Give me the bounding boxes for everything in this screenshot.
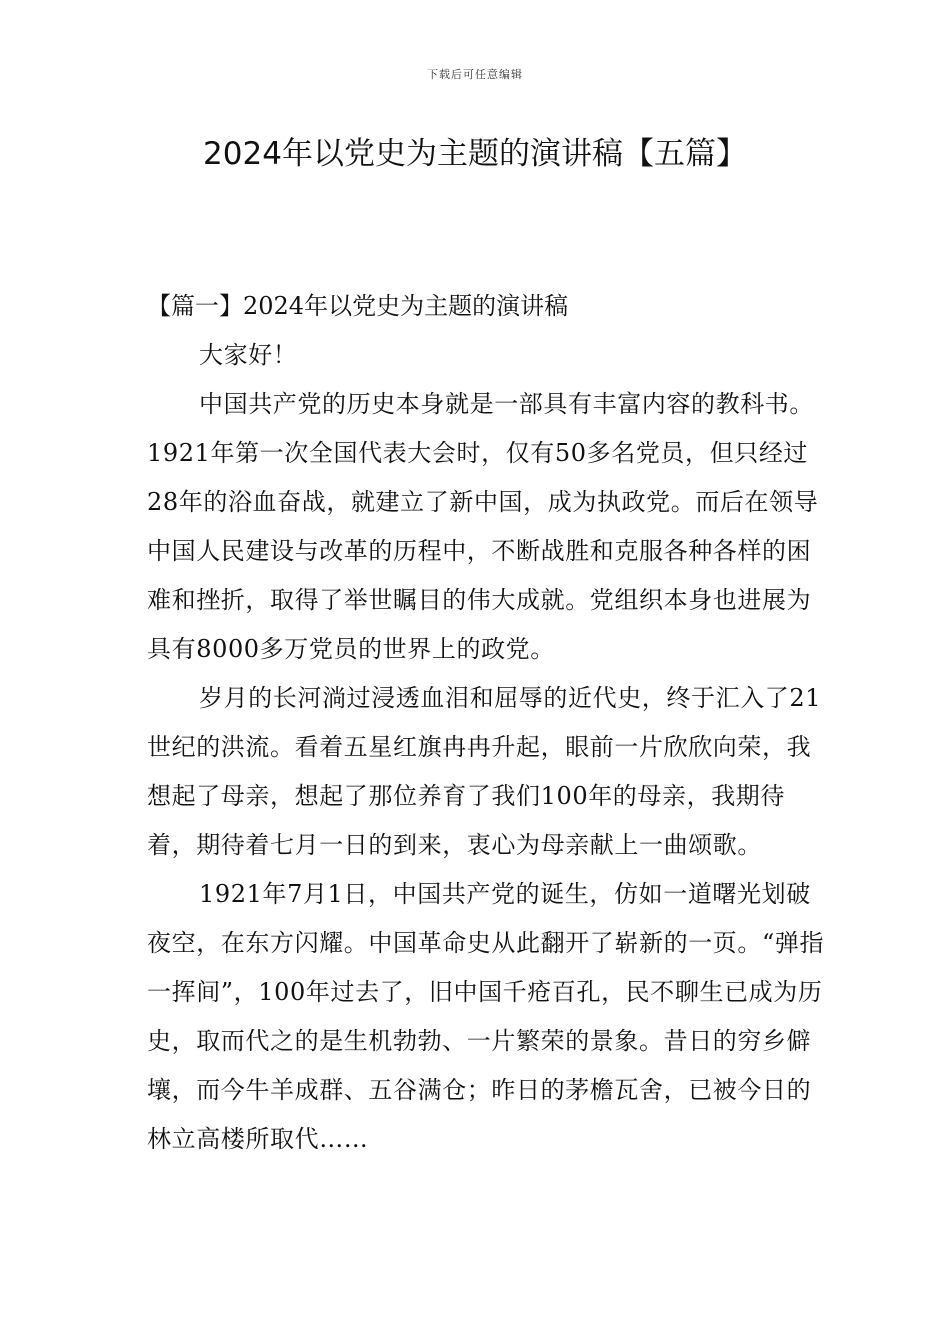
paragraph: 中国共产党的历史本身就是一部具有丰富内容的教科书。1921年第一次全国代表大会时，仅有50多名党员，但只经过28年的浴血奋战，就建立了新中国，成为执政党。而后在领导中国人民建设与改革的历程中，不断战胜和克服各种各样的困难和挫折，取得了举世瞩目的伟大成就。党组织本身也进展为具有8000多万党员的世界上的政党。 (147, 390, 819, 663)
document-title: 2024年以党史为主题的演讲稿【五篇】 (203, 136, 747, 172)
header-note: 下载后可任意编辑 (427, 68, 523, 81)
paragraph: 1921年7月1日，中国共产党的诞生，仿如一道曙光划破夜空，在东方闪耀。中国革命史从此翻开了崭新的一页。“弹指一挥间”，100年过去了，旧中国千疮百孔，民不聊生已成为历史，取而代之的是生机勃勃、一片繁荣的景象。昔日的穷乡僻壤，而今牛羊成群、五谷满仓；昨日的茅檐瓦舍，已被今日的林立高楼所取代…… (147, 880, 825, 1153)
paragraph: 岁月的长河淌过浸透血泪和屈辱的近代史，终于汇入了21世纪的洪流。看着五星红旗冉冉升起，眼前一片欣欣向荣，我想起了母亲，想起了那位养育了我们100年的母亲，我期待着，期待着七月一日的到来，衷心为母亲献上一曲颂歌。 (147, 684, 822, 859)
paragraph-greeting: 大家好！ (199, 341, 298, 369)
section-heading: 【篇一】2024年以党史为主题的演讲稿 (147, 292, 569, 320)
document-body (147, 282, 827, 1164)
